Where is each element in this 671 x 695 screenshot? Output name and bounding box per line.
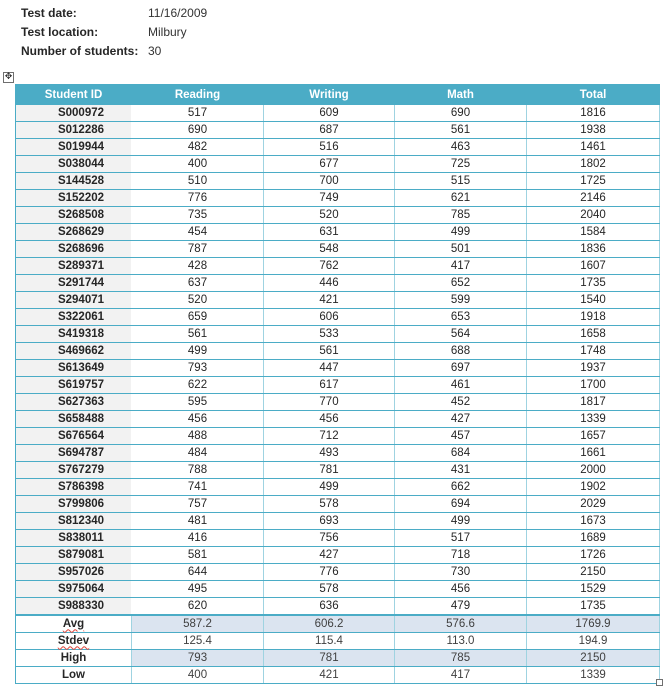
total-cell[interactable]: 1938 (527, 122, 660, 139)
student-id-text: S975064 (57, 582, 105, 595)
summary-body (16, 615, 660, 684)
reading-cell[interactable]: 561 (132, 326, 264, 343)
writing-cell[interactable]: 636 (264, 598, 395, 616)
reading-cell[interactable]: 776 (132, 190, 264, 207)
student-id-text: S038044 (57, 157, 105, 170)
math-cell[interactable]: 662 (395, 479, 527, 496)
summary-value-cell[interactable]: 400 (132, 667, 264, 684)
student-id-text: S019944 (57, 140, 105, 153)
student-id-text: S268508 (57, 208, 105, 221)
table-row (16, 241, 660, 258)
writing-cell[interactable]: 677 (264, 156, 395, 173)
student-id-text: S988330 (57, 599, 105, 612)
table-row (16, 547, 660, 564)
table-row (16, 394, 660, 411)
total-cell[interactable]: 2040 (527, 207, 660, 224)
math-cell[interactable]: 517 (395, 530, 527, 547)
student-id-text: S957026 (57, 565, 105, 578)
math-cell[interactable]: 463 (395, 139, 527, 156)
total-cell[interactable]: 1735 (527, 598, 660, 616)
student-id-cell[interactable] (16, 428, 132, 445)
student-id-cell[interactable] (16, 122, 132, 139)
table-body (16, 105, 660, 615)
student-id-text: S322061 (57, 310, 105, 323)
reading-cell[interactable]: 637 (132, 275, 264, 292)
table-row (16, 139, 660, 156)
student-id-cell[interactable] (16, 292, 132, 309)
table-row (16, 496, 660, 513)
test-date-row (21, 4, 207, 23)
math-cell[interactable]: 561 (395, 122, 527, 139)
total-cell[interactable]: 1461 (527, 139, 660, 156)
writing-cell[interactable]: 447 (264, 360, 395, 377)
total-cell[interactable]: 1673 (527, 513, 660, 530)
student-id-text: S799806 (57, 497, 105, 510)
writing-cell[interactable]: 516 (264, 139, 395, 156)
table-row (16, 122, 660, 139)
student-id-text: S619757 (57, 378, 105, 391)
writing-cell[interactable]: 578 (264, 496, 395, 513)
math-cell[interactable]: 427 (395, 411, 527, 428)
total-cell[interactable]: 1725 (527, 173, 660, 190)
table-row (16, 105, 660, 122)
writing-cell[interactable]: 427 (264, 547, 395, 564)
student-id-cell[interactable] (16, 479, 132, 496)
student-id-text: S419318 (57, 327, 105, 340)
table-row (16, 309, 660, 326)
table-row (16, 462, 660, 479)
student-id-cell[interactable] (16, 326, 132, 343)
total-cell[interactable]: 1802 (527, 156, 660, 173)
total-cell[interactable]: 1817 (527, 394, 660, 411)
total-cell[interactable]: 1584 (527, 224, 660, 241)
student-id-cell[interactable] (16, 224, 132, 241)
student-id-cell[interactable] (16, 496, 132, 513)
test-date-label: Test date: (21, 6, 77, 20)
table-row (16, 513, 660, 530)
total-cell[interactable]: 1607 (527, 258, 660, 275)
math-cell[interactable]: 499 (395, 224, 527, 241)
total-cell[interactable]: 2146 (527, 190, 660, 207)
student-id-cell[interactable] (16, 360, 132, 377)
writing-cell[interactable]: 762 (264, 258, 395, 275)
reading-cell[interactable]: 620 (132, 598, 264, 616)
writing-cell[interactable]: 781 (264, 462, 395, 479)
total-cell[interactable]: 1689 (527, 530, 660, 547)
total-cell[interactable]: 1726 (527, 547, 660, 564)
writing-cell[interactable]: 609 (264, 105, 395, 122)
table-row (16, 156, 660, 173)
total-cell[interactable]: 1657 (527, 428, 660, 445)
reading-cell[interactable]: 416 (132, 530, 264, 547)
summary-label[interactable]: Avg (16, 615, 132, 633)
number-of-students-label: Number of students: (21, 44, 139, 58)
reading-cell[interactable]: 488 (132, 428, 264, 445)
writing-cell[interactable]: 446 (264, 275, 395, 292)
summary-value-cell[interactable]: 781 (264, 650, 395, 667)
math-cell[interactable]: 697 (395, 360, 527, 377)
table-row (16, 258, 660, 275)
student-id-cell[interactable] (16, 241, 132, 258)
table-row (16, 581, 660, 598)
student-id-text: S786398 (57, 480, 105, 493)
writing-cell[interactable]: 756 (264, 530, 395, 547)
reading-cell[interactable]: 644 (132, 564, 264, 581)
writing-cell[interactable]: 548 (264, 241, 395, 258)
summary-value-cell[interactable]: 1769.9 (527, 615, 660, 633)
test-location-row (21, 23, 207, 42)
student-id-cell[interactable] (16, 207, 132, 224)
reading-cell[interactable]: 741 (132, 479, 264, 496)
move-arrows-icon[interactable]: ✥ (4, 72, 13, 82)
summary-value-cell[interactable]: 2150 (527, 650, 660, 667)
writing-cell[interactable]: 700 (264, 173, 395, 190)
total-cell[interactable]: 1540 (527, 292, 660, 309)
column-header-student-id[interactable]: Student ID (16, 85, 132, 106)
table-row (16, 377, 660, 394)
student-id-text: S291744 (57, 276, 105, 289)
total-cell[interactable]: 1339 (527, 411, 660, 428)
math-cell[interactable]: 457 (395, 428, 527, 445)
reading-cell[interactable]: 482 (132, 139, 264, 156)
student-id-cell[interactable] (16, 445, 132, 462)
reading-cell[interactable]: 622 (132, 377, 264, 394)
total-cell[interactable]: 1937 (527, 360, 660, 377)
table-row (16, 530, 660, 547)
column-header-total[interactable]: Total (527, 85, 660, 106)
reading-cell[interactable]: 400 (132, 156, 264, 173)
total-cell[interactable]: 1836 (527, 241, 660, 258)
reading-cell[interactable]: 788 (132, 462, 264, 479)
student-id-cell[interactable] (16, 377, 132, 394)
student-id-cell[interactable] (16, 581, 132, 598)
table-header-row (16, 85, 660, 106)
writing-cell[interactable]: 561 (264, 343, 395, 360)
math-cell[interactable]: 690 (395, 105, 527, 122)
math-cell[interactable]: 694 (395, 496, 527, 513)
reading-cell[interactable]: 495 (132, 581, 264, 598)
writing-cell[interactable]: 631 (264, 224, 395, 241)
writing-cell[interactable]: 687 (264, 122, 395, 139)
summary-value-cell[interactable]: 785 (395, 650, 527, 667)
student-id-cell[interactable] (16, 190, 132, 207)
summary-row-avg (16, 615, 660, 633)
total-cell[interactable]: 2150 (527, 564, 660, 581)
reading-cell[interactable]: 690 (132, 122, 264, 139)
table-row (16, 190, 660, 207)
student-id-cell[interactable] (16, 105, 132, 122)
reading-cell[interactable]: 520 (132, 292, 264, 309)
total-cell[interactable]: 1529 (527, 581, 660, 598)
writing-cell[interactable]: 493 (264, 445, 395, 462)
reading-cell[interactable]: 456 (132, 411, 264, 428)
summary-value-cell[interactable]: 194.9 (527, 633, 660, 650)
writing-cell[interactable]: 776 (264, 564, 395, 581)
summary-value-cell[interactable]: 587.2 (132, 615, 264, 633)
math-cell[interactable]: 564 (395, 326, 527, 343)
summary-value-cell[interactable]: 125.4 (132, 633, 264, 650)
student-id-text: S838011 (58, 531, 104, 544)
math-cell[interactable]: 785 (395, 207, 527, 224)
student-id-cell[interactable] (16, 258, 132, 275)
math-cell[interactable]: 599 (395, 292, 527, 309)
summary-value-cell[interactable]: 421 (264, 667, 395, 684)
reading-cell[interactable]: 595 (132, 394, 264, 411)
summary-value-cell[interactable]: 417 (395, 667, 527, 684)
total-cell[interactable]: 1661 (527, 445, 660, 462)
scores-table (15, 84, 660, 684)
student-id-text: S152202 (57, 191, 105, 204)
student-id-text: S469662 (57, 344, 105, 357)
student-id-cell[interactable] (16, 530, 132, 547)
writing-cell[interactable]: 578 (264, 581, 395, 598)
student-id-text: S144528 (57, 174, 105, 187)
resize-handle-icon[interactable] (656, 679, 663, 686)
student-id-text: S268696 (57, 242, 105, 255)
test-date-value[interactable]: 11/16/2009 (148, 6, 208, 20)
student-id-cell[interactable] (16, 139, 132, 156)
student-id-cell[interactable] (16, 309, 132, 326)
student-id-cell[interactable] (16, 598, 132, 616)
table-row (16, 564, 660, 581)
total-cell[interactable]: 1735 (527, 275, 660, 292)
writing-cell[interactable]: 693 (264, 513, 395, 530)
student-id-text: S812340 (57, 514, 105, 527)
summary-row-stdev (16, 633, 660, 650)
student-id-text: S658488 (57, 412, 105, 425)
reading-cell[interactable]: 499 (132, 343, 264, 360)
total-cell[interactable]: 1748 (527, 343, 660, 360)
table-row (16, 275, 660, 292)
student-id-text: S012286 (57, 123, 105, 136)
reading-cell[interactable]: 454 (132, 224, 264, 241)
student-id-text: S268629 (57, 225, 105, 238)
total-cell[interactable]: 1658 (527, 326, 660, 343)
reading-cell[interactable]: 735 (132, 207, 264, 224)
student-id-text: S694787 (57, 446, 105, 459)
math-cell[interactable]: 718 (395, 547, 527, 564)
table-row (16, 360, 660, 377)
total-cell[interactable]: 1700 (527, 377, 660, 394)
math-cell[interactable]: 688 (395, 343, 527, 360)
test-info (21, 4, 207, 61)
summary-value-cell[interactable]: 1339 (527, 667, 660, 684)
writing-cell[interactable]: 421 (264, 292, 395, 309)
number-of-students-value[interactable]: 30 (148, 44, 162, 58)
student-id-cell[interactable] (16, 156, 132, 173)
writing-cell[interactable]: 749 (264, 190, 395, 207)
reading-cell[interactable]: 793 (132, 360, 264, 377)
summary-label[interactable]: High (16, 650, 132, 667)
writing-cell[interactable]: 499 (264, 479, 395, 496)
reading-cell[interactable]: 484 (132, 445, 264, 462)
student-id-text: S613649 (57, 361, 105, 374)
column-header-math[interactable]: Math (395, 85, 527, 106)
student-id-text: S879081 (57, 548, 105, 561)
summary-value-cell[interactable]: 113.0 (395, 633, 527, 650)
table-row (16, 598, 660, 616)
student-id-cell[interactable] (16, 564, 132, 581)
summary-value-cell[interactable]: 606.2 (264, 615, 395, 633)
number-of-students-row (21, 42, 207, 61)
math-cell[interactable]: 461 (395, 377, 527, 394)
math-cell[interactable]: 730 (395, 564, 527, 581)
math-cell[interactable]: 417 (395, 258, 527, 275)
math-cell[interactable]: 515 (395, 173, 527, 190)
student-id-text: S676564 (57, 429, 105, 442)
table-row (16, 479, 660, 496)
student-id-cell[interactable] (16, 394, 132, 411)
total-cell[interactable]: 2029 (527, 496, 660, 513)
summary-value-cell[interactable]: 115.4 (264, 633, 395, 650)
total-cell[interactable]: 1902 (527, 479, 660, 496)
total-cell[interactable]: 1816 (527, 105, 660, 122)
student-id-cell[interactable] (16, 275, 132, 292)
summary-row-high (16, 650, 660, 667)
math-cell[interactable]: 499 (395, 513, 527, 530)
math-cell[interactable]: 452 (395, 394, 527, 411)
reading-cell[interactable]: 517 (132, 105, 264, 122)
summary-value-cell[interactable]: 576.6 (395, 615, 527, 633)
table-row (16, 292, 660, 309)
math-cell[interactable]: 653 (395, 309, 527, 326)
math-cell[interactable]: 431 (395, 462, 527, 479)
table-row (16, 207, 660, 224)
total-cell[interactable]: 1918 (527, 309, 660, 326)
writing-cell[interactable]: 456 (264, 411, 395, 428)
column-header-reading[interactable]: Reading (132, 85, 264, 106)
summary-value-cell[interactable]: 793 (132, 650, 264, 667)
test-location-label: Test location: (21, 25, 99, 39)
student-id-cell[interactable] (16, 513, 132, 530)
reading-cell[interactable]: 787 (132, 241, 264, 258)
table-row (16, 326, 660, 343)
student-id-cell[interactable] (16, 411, 132, 428)
table-row (16, 445, 660, 462)
column-header-writing[interactable]: Writing (264, 85, 395, 106)
math-cell[interactable]: 621 (395, 190, 527, 207)
student-id-text: S289371 (57, 259, 105, 272)
writing-cell[interactable]: 617 (264, 377, 395, 394)
total-cell[interactable]: 2000 (527, 462, 660, 479)
math-cell[interactable]: 652 (395, 275, 527, 292)
writing-cell[interactable]: 533 (264, 326, 395, 343)
math-cell[interactable]: 725 (395, 156, 527, 173)
reading-cell[interactable]: 510 (132, 173, 264, 190)
writing-cell[interactable]: 712 (264, 428, 395, 445)
student-id-text: S627363 (57, 395, 105, 408)
student-id-cell[interactable] (16, 343, 132, 360)
table-row (16, 428, 660, 445)
student-id-text: S294071 (57, 293, 105, 306)
writing-cell[interactable]: 770 (264, 394, 395, 411)
student-id-text: S767279 (57, 463, 105, 476)
writing-cell[interactable]: 520 (264, 207, 395, 224)
summary-label[interactable]: Low (16, 667, 132, 684)
table-row (16, 411, 660, 428)
math-cell[interactable]: 684 (395, 445, 527, 462)
summary-label[interactable]: Stdev (16, 633, 132, 650)
math-cell[interactable]: 501 (395, 241, 527, 258)
reading-cell[interactable]: 659 (132, 309, 264, 326)
reading-cell[interactable]: 757 (132, 496, 264, 513)
reading-cell[interactable]: 428 (132, 258, 264, 275)
math-cell[interactable]: 479 (395, 598, 527, 616)
student-id-text: S000972 (57, 106, 105, 119)
table-row (16, 173, 660, 190)
student-id-cell[interactable] (16, 547, 132, 564)
summary-row-low (16, 667, 660, 684)
table-row (16, 224, 660, 241)
reading-cell[interactable]: 481 (132, 513, 264, 530)
student-id-cell[interactable] (16, 462, 132, 479)
table-row (16, 343, 660, 360)
test-location-value[interactable]: Milbury (148, 25, 187, 39)
student-id-cell[interactable] (16, 173, 132, 190)
math-cell[interactable]: 456 (395, 581, 527, 598)
writing-cell[interactable]: 606 (264, 309, 395, 326)
reading-cell[interactable]: 581 (132, 547, 264, 564)
